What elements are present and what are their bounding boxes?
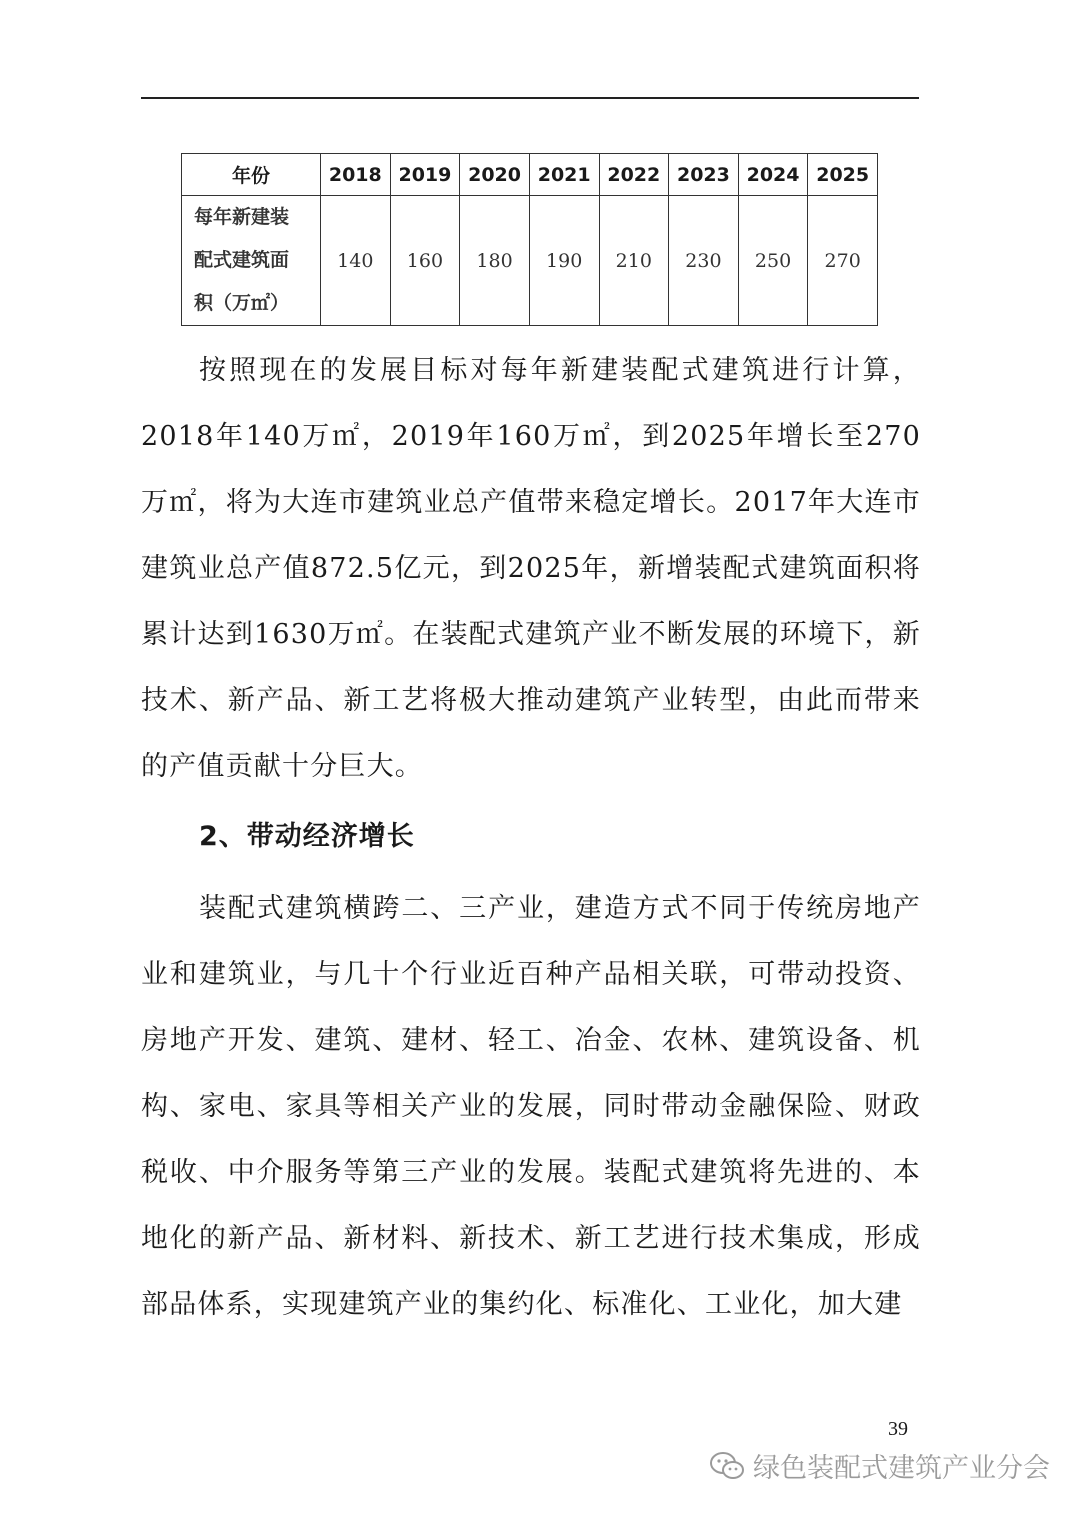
paragraph-1: 按照现在的发展目标对每年新建装配式建筑进行计算，2018年140万㎡，2019年160万㎡，到2025年增长至270万㎡，将为大连市建筑业总产值带来稳定增长。2017年大连市建筑业总产值872.5亿元，到2025年，新增装配式建筑面积将累计达到1630万㎡。在装配式建筑产业不断发展的环境下，新技术、新产品、新工艺将极大推动建筑产业转型，由此而带来的产值贡献十分巨大。 (141, 355, 921, 782)
paragraph-2: 装配式建筑横跨二、三产业，建造方式不同于传统房地产业和建筑业，与几十个行业近百种产品相关联，可带动投资、房地产开发、建筑、建材、轻工、冶金、农林、建筑设备、机构、家电、家具等相关产业的发展，同时带动金融保险、财政税收、中介服务等第三产业的发展。装配式建筑将先进的、本地化的新产品、新材料、新技术、新工艺进行技术集成，形成部品体系，实现建筑产业的集约化、标准化、工业化，加大建 (141, 893, 921, 1320)
value-cell: 180 (460, 196, 530, 326)
section-heading: 2、带动经济增长 (199, 821, 415, 852)
table-header-label: 年份 (182, 154, 321, 196)
year-cell: 2018 (321, 154, 391, 196)
value-cell: 230 (669, 196, 739, 326)
row-label (182, 196, 321, 326)
year-cell: 2024 (738, 154, 808, 196)
value-cell: 140 (321, 196, 391, 326)
year-cell: 2023 (669, 154, 739, 196)
year-cell: 2019 (390, 154, 460, 196)
year-cell: 2020 (460, 154, 530, 196)
value-cell: 190 (529, 196, 599, 326)
table-header-row (182, 154, 878, 196)
wechat-icon (709, 1451, 745, 1481)
value-cell: 250 (738, 196, 808, 326)
table-row (182, 196, 878, 326)
watermark-text: 绿色装配式建筑产业分会 (753, 1453, 1050, 1484)
row-label-line: 每年新建装 (194, 206, 290, 228)
page-number: 39 (888, 1418, 908, 1440)
watermark (709, 1446, 1050, 1485)
value-cell: 270 (808, 196, 878, 326)
year-cell: 2025 (808, 154, 878, 196)
value-cell: 160 (390, 196, 460, 326)
value-cell: 210 (599, 196, 669, 326)
year-cell: 2022 (599, 154, 669, 196)
year-cell: 2021 (529, 154, 599, 196)
row-label-line: 积（万㎡） (194, 292, 290, 314)
row-label-line: 配式建筑面 (194, 249, 290, 271)
data-table (181, 153, 878, 326)
header-rule (141, 97, 919, 99)
